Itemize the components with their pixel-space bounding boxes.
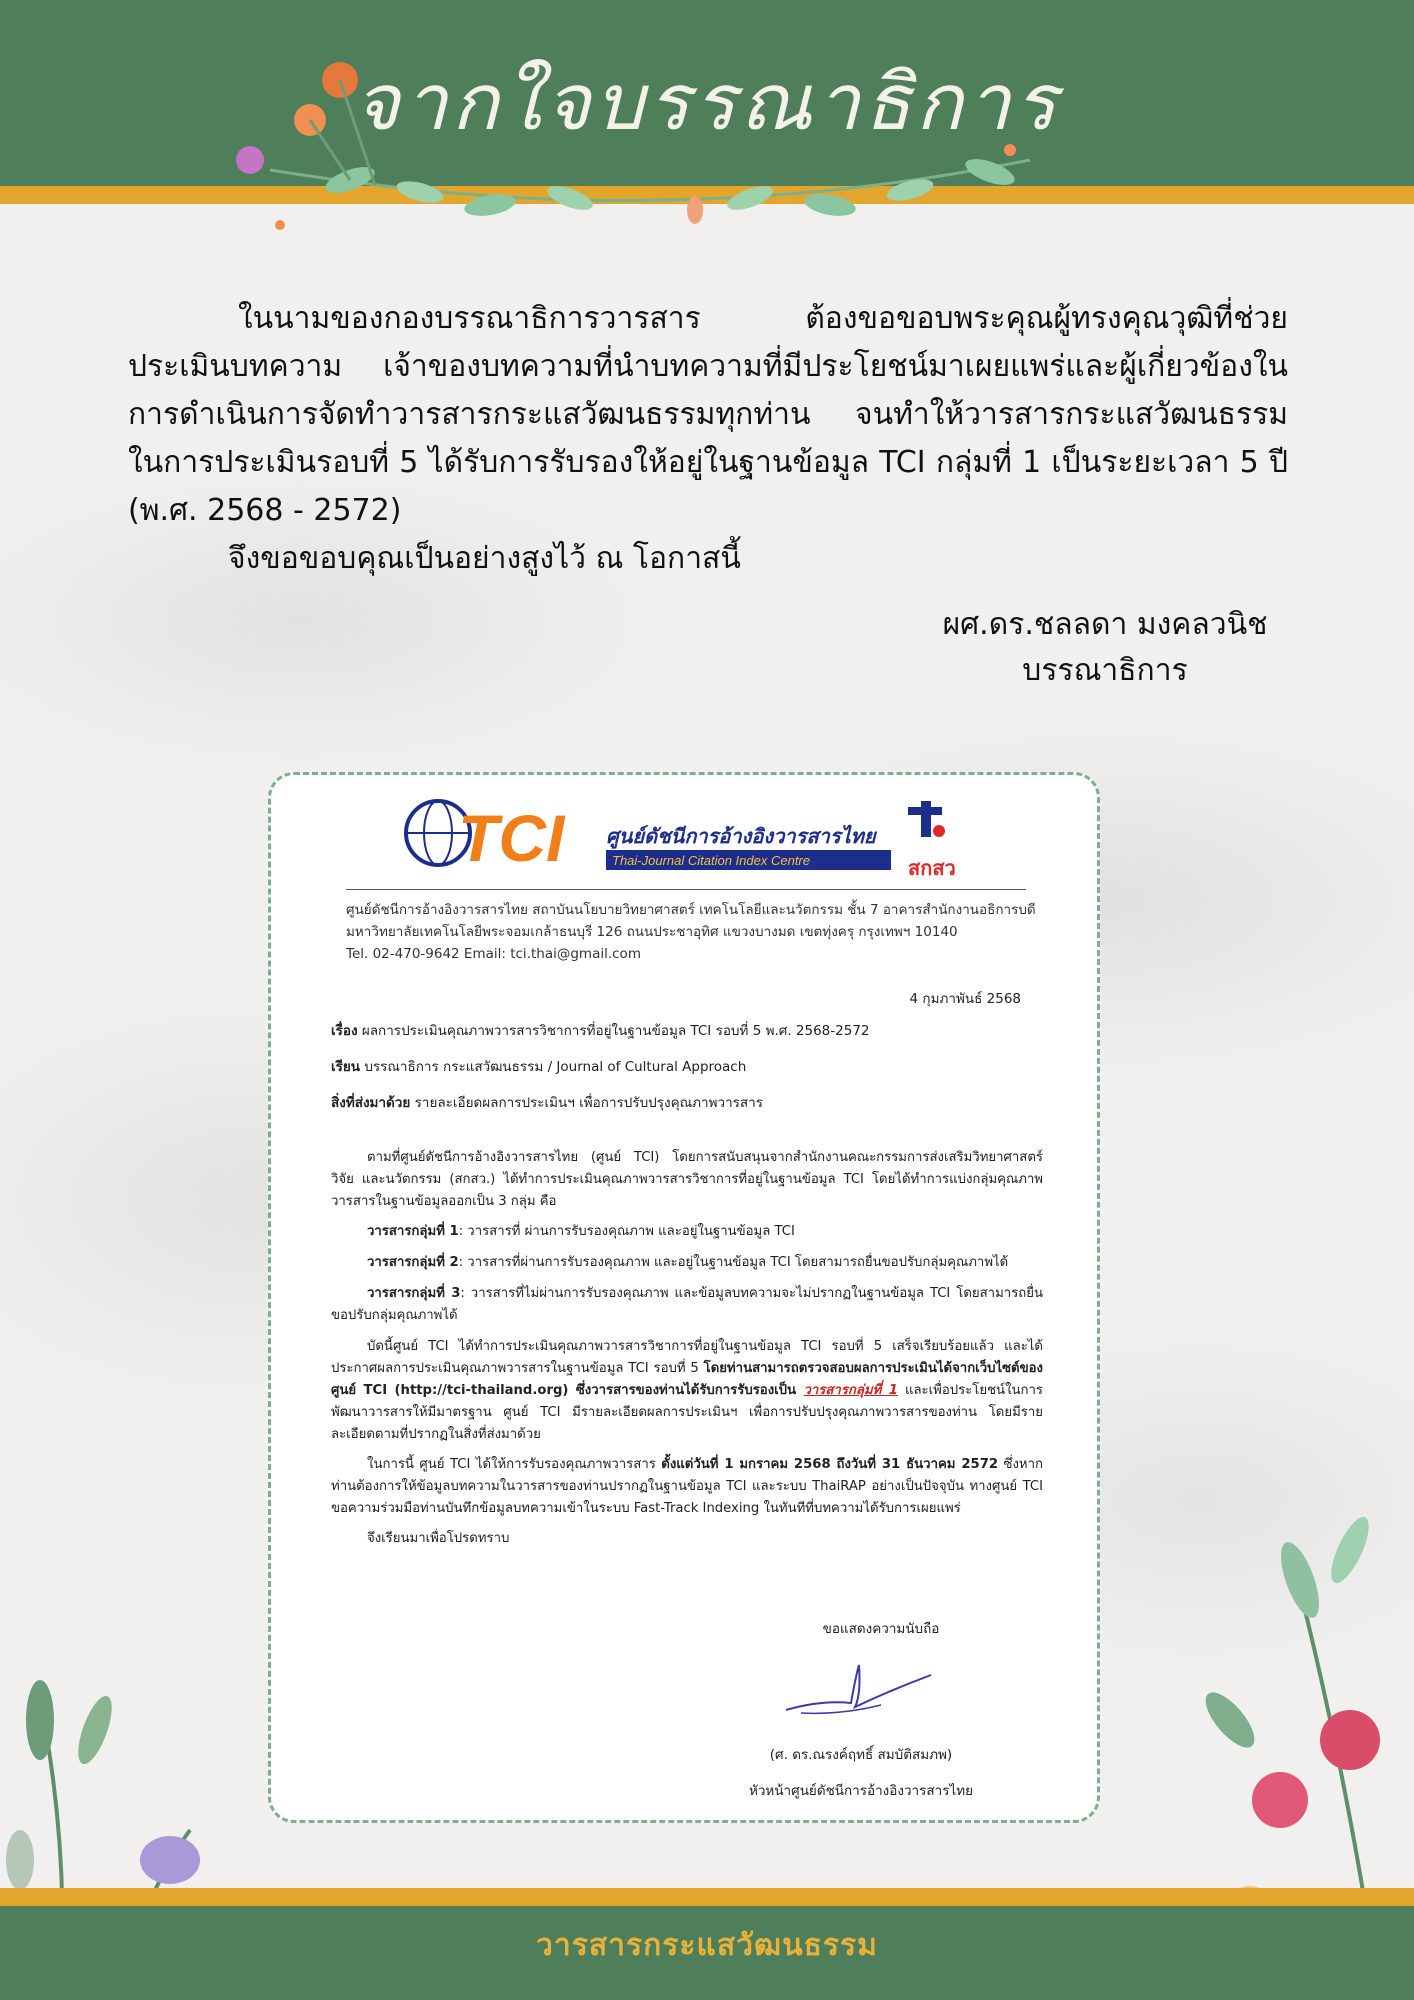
group-3 — [331, 1283, 1043, 1327]
para-text: ซึ่งหากท่านต้องการให้ข้อมูลบทความในวารสารของท่านปรากฏในฐานข้อมูล TCI และระบบ ThaiRAP อย่างเป็นปัจจุบัน ทางศูนย์ TCI ขอความร่วมมือท่านบันทึกข้อมูลบทความเข้าในระบบ Fast-Track Indexing ในทันทีที่บทความได้รับการเผยแพร่ — [331, 1457, 1044, 1516]
address-contact: Tel. 02-470-9642 Email: tci.thai@gmail.com — [346, 946, 641, 962]
group-label: วารสารกลุ่มที่ 3 — [367, 1286, 461, 1301]
body-paragraph: ตามที่ศูนย์ดัชนีการอ้างอิงวารสารไทย (ศูนย์ TCI) โดยการสนับสนุนจากสำนักงานคณะกรรมการส่งเสริมวิทยาศาสตร์ วิจัย และนวัตกรรม (สกสว.) ได้ทำการประเมินคุณภาพวารสารวิชาการที่อยู่ในฐานข้อมูล TCI โดยได้ทำการแบ่งกลุ่มคุณภาพวารสารในฐานข้อมูลออกเป็น 3 กลุ่ม คือ — [331, 1150, 1043, 1209]
group-1 — [331, 1221, 1043, 1243]
para-text: และเพื่อประโยชน์ในการพัฒนาวารสารให้มีมาตรฐาน ศูนย์ TCI มีรายละเอียดผลการประเมินฯ เพื่อการปรับปรุงคุณภาพวารสารของท่าน โดยมีรายละเอียดตามที่ปรากฏในสิ่งที่ส่งมาด้วย — [331, 1383, 1043, 1442]
group-text: : วารสารที่ ผ่านการรับรองคุณภาพ และอยู่ในฐานข้อมูล TCI — [458, 1224, 795, 1239]
page-title: จากใจบรรณาธิการ — [353, 58, 1061, 148]
letter-date: 4 กุมภาพันธ์ 2568 — [909, 991, 1021, 1007]
intro-paragraph: ในนามของกองบรรณาธิการวารสาร ต้องขอขอบพระคุณผู้ทรงคุณวุฒิที่ช่วยประเมินบทความ เจ้าของบทความที่นำบทความที่มีประโยชน์มาเผยแพร่และผู้เกี่ยวข้องในการดำเนินการจัดทำวารสารกระแสวัฒนธรรมทุกท่าน จนทำให้วารสารกระแสวัฒนธรรม ในการประเมินรอบที่ 5 ได้รับการรับรองให้อยู่ในฐานข้อมูล TCI กลุ่มที่ 1 เป็นระยะเวลา 5 ปี (พ.ศ. 2568 - 2572) — [128, 301, 1288, 528]
journal-name: วารสารกระแสวัฒนธรรม — [536, 1928, 878, 1963]
letter-closing: ขอแสดงความนับถือ — [822, 1621, 940, 1637]
tci-letter — [268, 772, 1100, 1823]
tsri-logo-text: สกสว — [908, 856, 956, 879]
letter-recipient — [331, 1055, 1051, 1077]
letter-divider — [346, 889, 1026, 890]
body-paragraph: จึงเรียนมาเพื่อโปรดทราบ — [367, 1531, 510, 1546]
enclosure-text: รายละเอียดผลการประเมินฯ เพื่อการปรับปรุงคุณภาพวารสาร — [414, 1095, 763, 1111]
body-paragraph — [331, 1454, 1043, 1520]
letter-signer — [711, 1737, 1011, 1809]
editor-role: บรรณาธิการ — [1022, 653, 1188, 688]
group-label: วารสารกลุ่มที่ 1 — [367, 1224, 459, 1239]
group-2 — [331, 1252, 1043, 1274]
recipient-text: บรรณาธิการ กระแสวัฒนธรรม / Journal of Cultural Approach — [364, 1059, 747, 1075]
recipient-label: เรียน — [331, 1059, 361, 1075]
intro-text — [128, 295, 1288, 583]
address-line: มหาวิทยาลัยเทคโนโลยีพระจอมเกล้าธนบุรี 126 ถนนประชาอุทิศ แขวงบางมด เขตทุ่งครุ กรุงเทพฯ 10140 — [346, 924, 958, 940]
footer-stripe — [0, 1888, 1414, 1906]
para-bold: ตั้งแต่วันที่ 1 มกราคม 2568 ถึงวันที่ 31 ธันวาคม 2572 — [661, 1457, 999, 1472]
group-text: : วารสารที่ผ่านการรับรองคุณภาพ และอยู่ในฐานข้อมูล TCI โดยสามารถยื่นขอปรับกลุ่มคุณภาพได้ — [458, 1255, 1009, 1270]
body-paragraph — [331, 1336, 1043, 1446]
tci-thai-name: ศูนย์ดัชนีการอ้างอิงวารสารไทย — [606, 824, 876, 848]
subject-text: ผลการประเมินคุณภาพวารสารวิชาการที่อยู่ในฐานข้อมูล TCI รอบที่ 5 พ.ศ. 2568-2572 — [361, 1023, 870, 1039]
signer-title: หัวหน้าศูนย์ดัชนีการอ้างอิงวารสารไทย — [748, 1783, 974, 1799]
signer-name: (ศ. ดร.ณรงค์ฤทธิ์ สมบัติสมภพ) — [769, 1747, 953, 1763]
tci-logo — [396, 793, 976, 879]
enclosure-label: สิ่งที่ส่งมาด้วย — [331, 1095, 411, 1111]
group-label: วารสารกลุ่มที่ 2 — [367, 1255, 459, 1270]
letter-enclosure — [331, 1091, 1051, 1113]
group-text: : วารสารที่ไม่ผ่านการรับรองคุณภาพ และข้อมูลบทความจะไม่ปรากฏในฐานข้อมูล TCI โดยสามารถยื่นขอปรับกลุ่มคุณภาพได้ — [331, 1286, 1043, 1323]
letter-address — [346, 899, 1066, 965]
tsri-icon — [933, 825, 945, 837]
tci-logo-text: TCI — [458, 801, 565, 875]
subject-label: เรื่อง — [331, 1023, 358, 1039]
editor-name: ผศ.ดร.ชลลดา มงคลวนิช — [942, 607, 1268, 642]
para-bold: โดยท่านสามารถตรวจสอบผลการประเมินได้จากเว็บไซต์ของศูนย์ TCI (http://tci-thailand.org) ซึ่งวารสารของท่านได้รับการรับรองเป็น — [331, 1361, 1043, 1398]
editor-signature — [900, 602, 1310, 694]
signature-icon — [781, 1655, 941, 1725]
letter-body — [331, 1147, 1043, 1558]
intro-thanks: จึงขอขอบคุณเป็นอย่างสูงไว้ ณ โอกาสนี้ — [228, 541, 741, 576]
address-line: ศูนย์ดัชนีการอ้างอิงวารสารไทย สถาบันนโยบายวิทยาศาสตร์ เทคโนโลยีและนวัตกรรม ชั้น 7 อาคารสำนักงานอธิการบดี — [346, 902, 1036, 918]
tci-english-name: Thai-Journal Citation Index Centre — [612, 853, 810, 868]
para-text: ในการนี้ ศูนย์ TCI ได้ให้การรับรองคุณภาพวารสาร — [367, 1457, 662, 1472]
para-text: บัดนี้ศูนย์ TCI ได้ทำการประเมินคุณภาพวารสารวิชาการที่อยู่ในฐานข้อมูล TCI รอบที่ 5 เสร็จเรียบร้อยแล้ว และได้ประกาศผลการประเมินคุณภาพวารสารในฐานข้อมูล TCI รอบที่ 5 — [331, 1339, 1043, 1376]
group-result: วารสารกลุ่มที่ 1 — [803, 1383, 898, 1398]
letter-subject — [331, 1019, 1051, 1041]
